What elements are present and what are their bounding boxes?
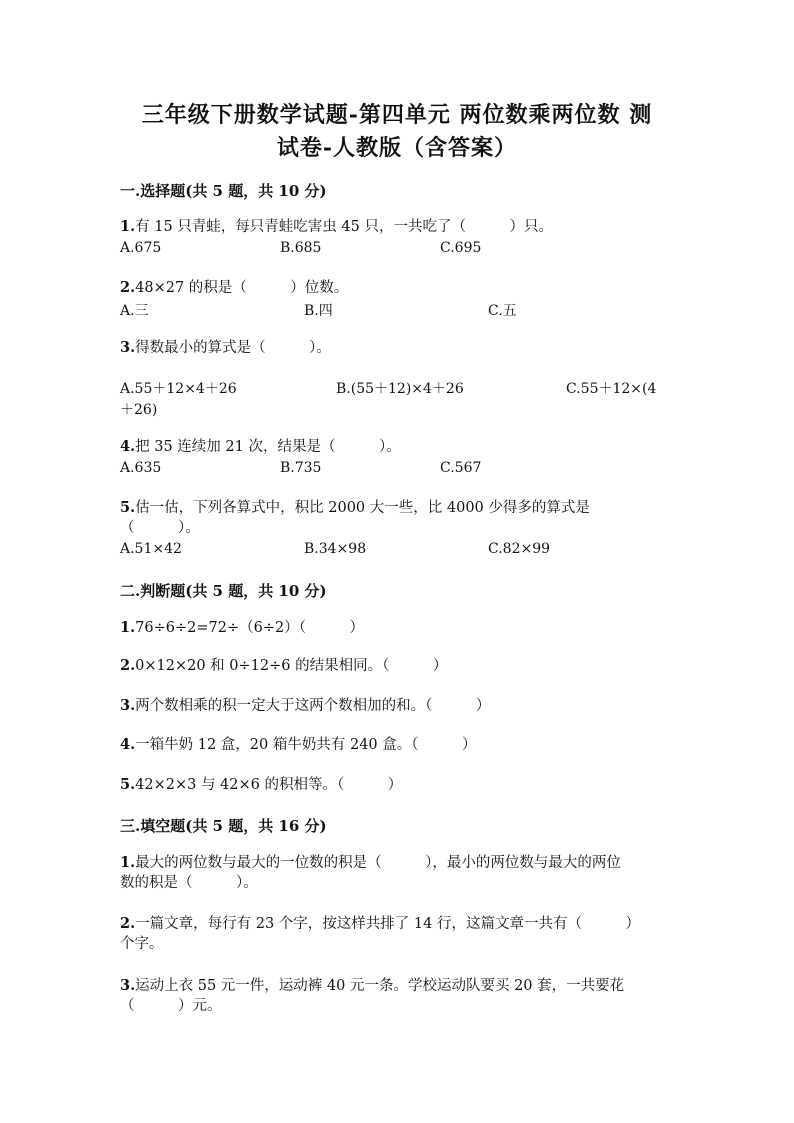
fill-question-1 xyxy=(120,853,680,893)
question-text: 运动上衣 55 元一件，运动裤 40 元一条。学校运动队要买 20 套，一共要花 xyxy=(135,978,625,994)
question-number: 2. xyxy=(120,657,136,674)
question-text-cont: 数的积是（ ）。 xyxy=(120,875,258,891)
page-title-line2: 试卷-人教版（含答案） xyxy=(276,135,518,161)
choice-question-2 xyxy=(120,278,680,298)
question-number: 1. xyxy=(120,218,136,235)
choice-question-3 xyxy=(120,338,680,358)
question-number: 5. xyxy=(120,499,136,516)
question-number: 2. xyxy=(120,915,136,932)
question-text-cont: 个字。 xyxy=(120,936,164,952)
question-text: 有 15 只青蛙，每只青蛙吃害虫 45 只，一共吃了（ ）只。 xyxy=(135,219,553,235)
judge-question-2 xyxy=(120,656,680,676)
choice-q5-option-b: B.34×98 xyxy=(304,541,367,557)
choice-q4-option-a: A.635 xyxy=(120,460,162,476)
question-text: 76÷6÷2=72÷（6÷2）（ ） xyxy=(135,620,364,636)
page-title-line1: 三年级下册数学试题-第四单元 两位数乘两位数 测 xyxy=(141,102,653,128)
choice-q1-option-b: B.685 xyxy=(280,240,322,256)
choice-question-5 xyxy=(120,498,680,538)
question-text: 一篇文章，每行有 23 个字，按这样共排了 14 行，这篇文章一共有（ ） xyxy=(135,916,640,932)
question-text: 把 35 连续加 21 次，结果是（ ）。 xyxy=(135,439,401,455)
choice-q3-option-a: A.55＋12×4＋26 xyxy=(120,381,237,397)
fill-question-2 xyxy=(120,914,680,954)
choice-q3-option-c: C.55＋12×(4 xyxy=(566,381,657,397)
choice-q1-option-c: C.695 xyxy=(440,240,482,256)
choice-q2-option-a: A.三 xyxy=(120,303,149,319)
question-number: 1. xyxy=(120,854,136,871)
choice-q2-option-c: C.五 xyxy=(488,303,517,319)
question-text: 两个数相乘的积一定大于这两个数相加的和。（ ） xyxy=(135,698,491,714)
question-text-cont: （ ）。 xyxy=(120,520,200,536)
choice-q4-option-b: B.735 xyxy=(280,460,322,476)
choice-q3-option-b: B.(55＋12)×4＋26 xyxy=(336,381,464,397)
choice-q2-option-b: B.四 xyxy=(304,303,333,319)
question-text: 48×27 的积是（ ）位数。 xyxy=(135,280,349,296)
question-number: 1. xyxy=(120,619,136,636)
choice-q3-option-c-cont: ＋26) xyxy=(120,402,158,418)
question-text: 一箱牛奶 12 盒，20 箱牛奶共有 240 盒。（ ） xyxy=(135,737,477,753)
judge-question-1 xyxy=(120,618,680,638)
question-text: 最大的两位数与最大的一位数的积是（ ），最小的两位数与最大的两位 xyxy=(135,855,621,871)
question-text: 42×2×3 与 42×6 的积相等。（ ） xyxy=(135,777,403,793)
question-number: 3. xyxy=(120,339,136,356)
question-text: 得数最小的算式是（ ）。 xyxy=(135,340,331,356)
judge-question-3 xyxy=(120,696,680,716)
choice-question-1 xyxy=(120,217,680,237)
question-number: 2. xyxy=(120,279,136,296)
choice-q5-option-c: C.82×99 xyxy=(488,541,551,557)
question-text-cont: （ ）元。 xyxy=(120,998,222,1014)
section-heading-judge: 二.判断题(共 5 题，共 10 分) xyxy=(120,582,327,600)
question-number: 4. xyxy=(120,736,136,753)
question-number: 3. xyxy=(120,697,136,714)
question-text: 估一估，下列各算式中，积比 2000 大一些，比 4000 少得多的算式是 xyxy=(135,500,590,516)
choice-q4-option-c: C.567 xyxy=(440,460,482,476)
question-number: 3. xyxy=(120,977,136,994)
judge-question-4 xyxy=(120,735,680,755)
question-number: 4. xyxy=(120,438,136,455)
choice-q1-option-a: A.675 xyxy=(120,240,162,256)
fill-question-3 xyxy=(120,976,680,1016)
question-number: 5. xyxy=(120,776,136,793)
section-heading-choice: 一.选择题(共 5 题，共 10 分) xyxy=(120,182,327,200)
question-text: 0×12×20 和 0÷12÷6 的结果相同。（ ） xyxy=(135,658,448,674)
section-heading-fill: 三.填空题(共 5 题，共 16 分) xyxy=(120,817,327,835)
choice-question-4 xyxy=(120,437,680,457)
judge-question-5 xyxy=(120,775,680,795)
choice-q5-option-a: A.51×42 xyxy=(120,541,182,557)
